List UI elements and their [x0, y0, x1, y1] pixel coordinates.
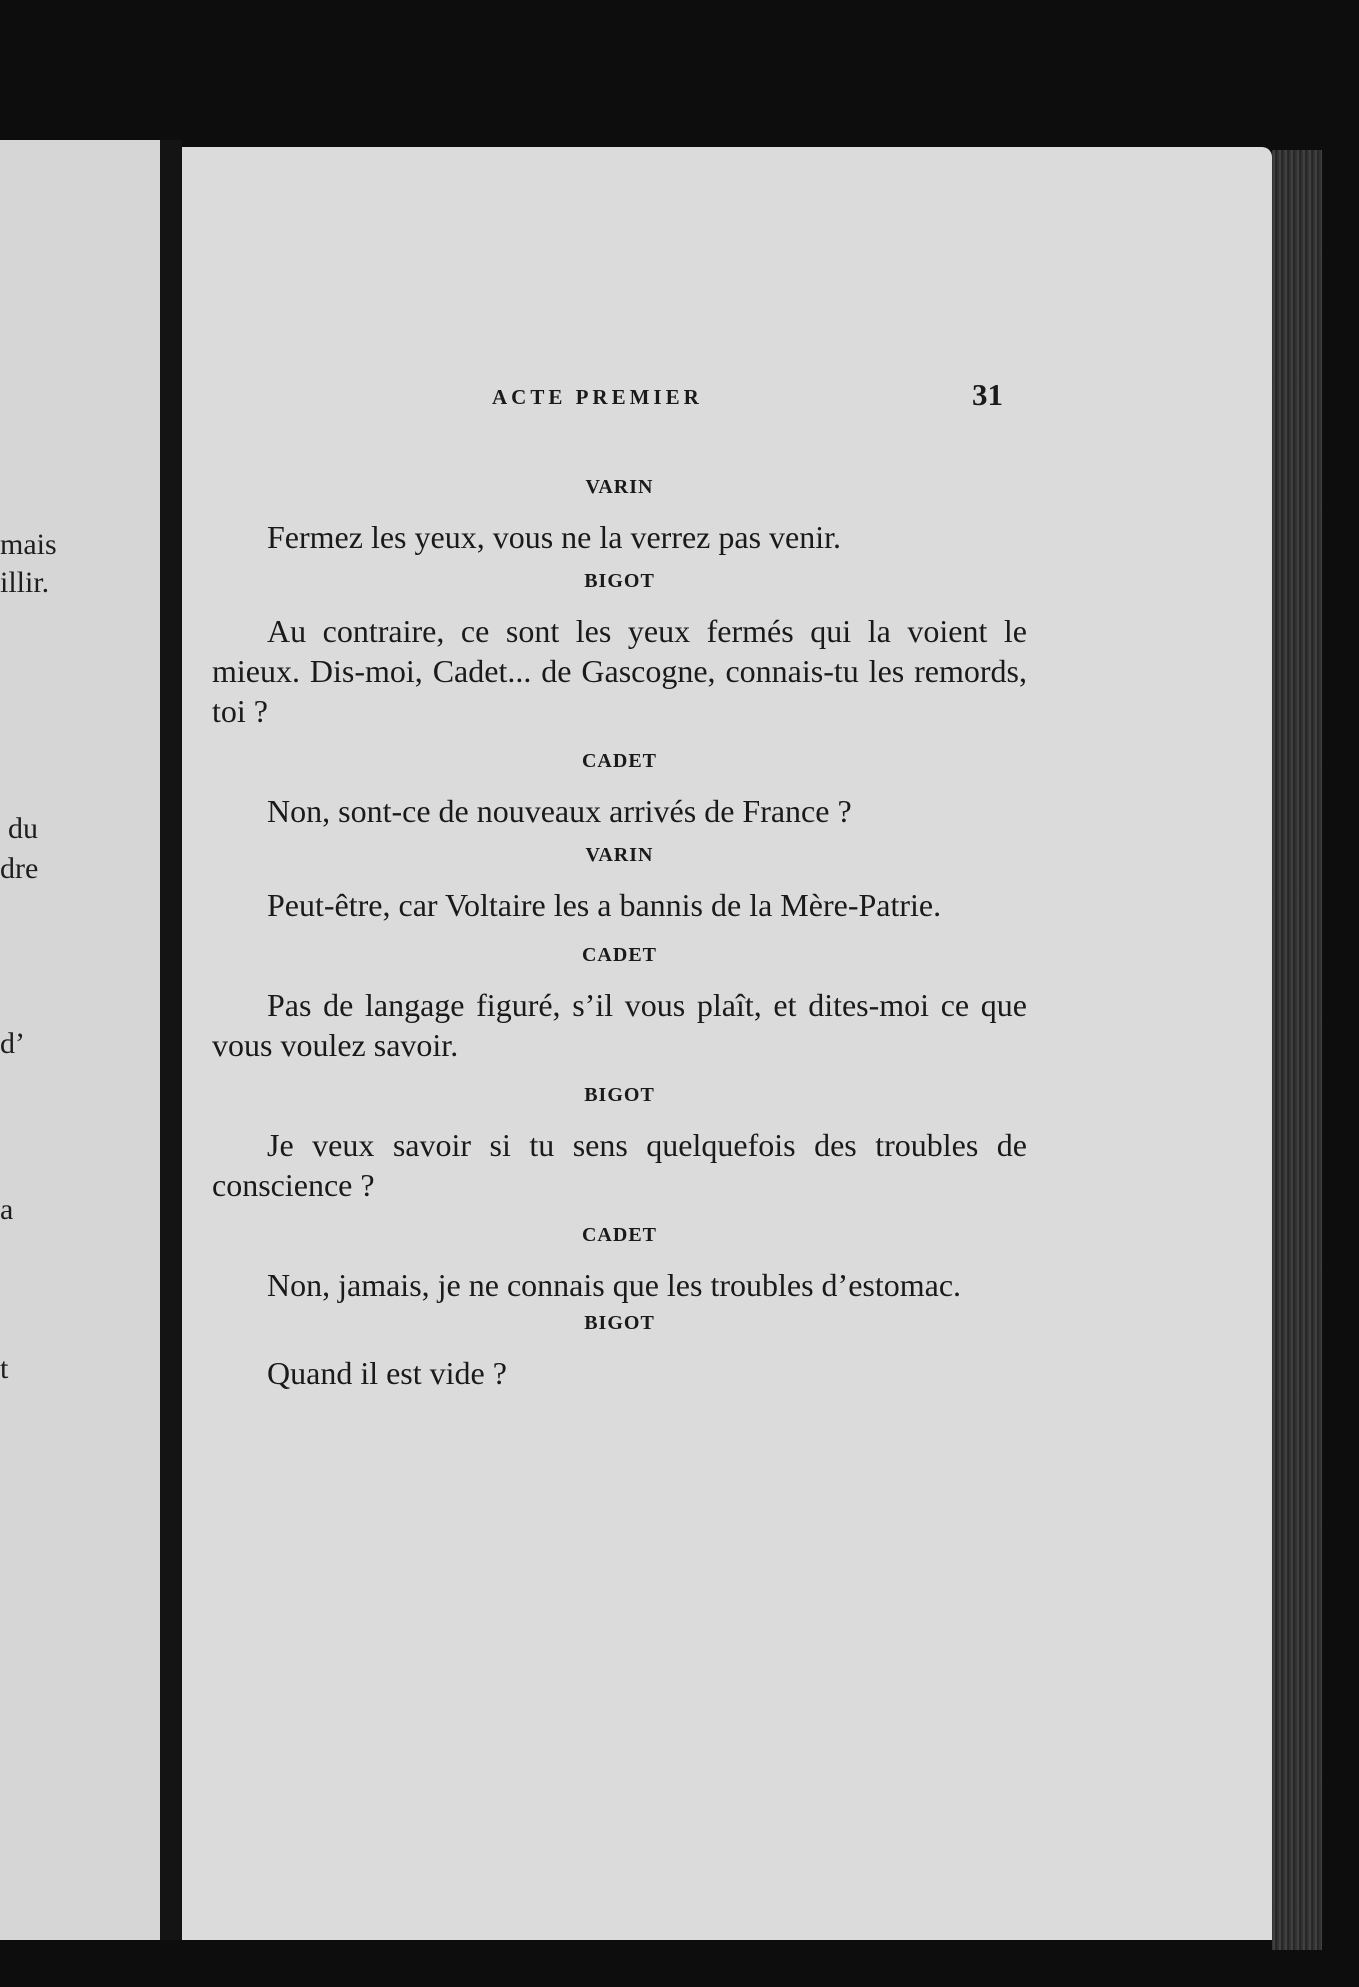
dialogue-block [212, 457, 1027, 1393]
speaker-name: CADET [581, 1224, 657, 1246]
left-page-fragment: t [0, 1352, 9, 1385]
left-page-fragment: illir. [0, 566, 50, 599]
previous-page-edge [0, 140, 160, 1940]
speaker-name: CADET [581, 944, 657, 966]
speech-text: Peut-être, car Voltaire les a bannis de la Mère-Patrie. [267, 887, 942, 923]
left-page-fragment: du [8, 812, 38, 845]
page-edge-stack [1272, 150, 1322, 1950]
speech-text: Non, jamais, je ne connais que les troubles d’estomac. [267, 1267, 962, 1303]
speech-text: Quand il est vide ? [267, 1355, 507, 1391]
speech-text: Je veux savoir si tu sens quelquefois des troubles de conscience ? [212, 1127, 1027, 1203]
book-gutter [160, 140, 182, 1940]
left-page-fragment: d’ [0, 1027, 25, 1060]
speech-text: Fermez les yeux, vous ne la verrez pas venir. [267, 519, 842, 555]
page-header [182, 377, 1272, 417]
left-page-fragment: a [0, 1193, 14, 1226]
speech-text: Pas de langage figuré, s’il vous plaît, et dites-moi ce que vous voulez savoir. [212, 987, 1027, 1063]
left-page-fragment: dre [0, 852, 39, 885]
speaker-name: VARIN [585, 476, 654, 498]
speaker-name: BIGOT [584, 1084, 655, 1106]
speech-text: Au contraire, ce sont les yeux fermés qui la voient le mieux. Dis-moi, Cadet... de Gascogne, connais-tu les remords, toi ? [212, 613, 1027, 729]
speaker-name: CADET [581, 750, 657, 772]
book-page [182, 147, 1272, 1940]
left-page-fragment: mais [0, 528, 57, 561]
page-number: 31 [972, 377, 1003, 412]
speech-text: Non, sont-ce de nouveaux arrivés de France ? [267, 793, 852, 829]
speaker-name: BIGOT [584, 1312, 655, 1334]
speaker-name: BIGOT [584, 570, 655, 592]
running-head: ACTE PREMIER [492, 385, 703, 409]
speaker-name: VARIN [585, 844, 654, 866]
